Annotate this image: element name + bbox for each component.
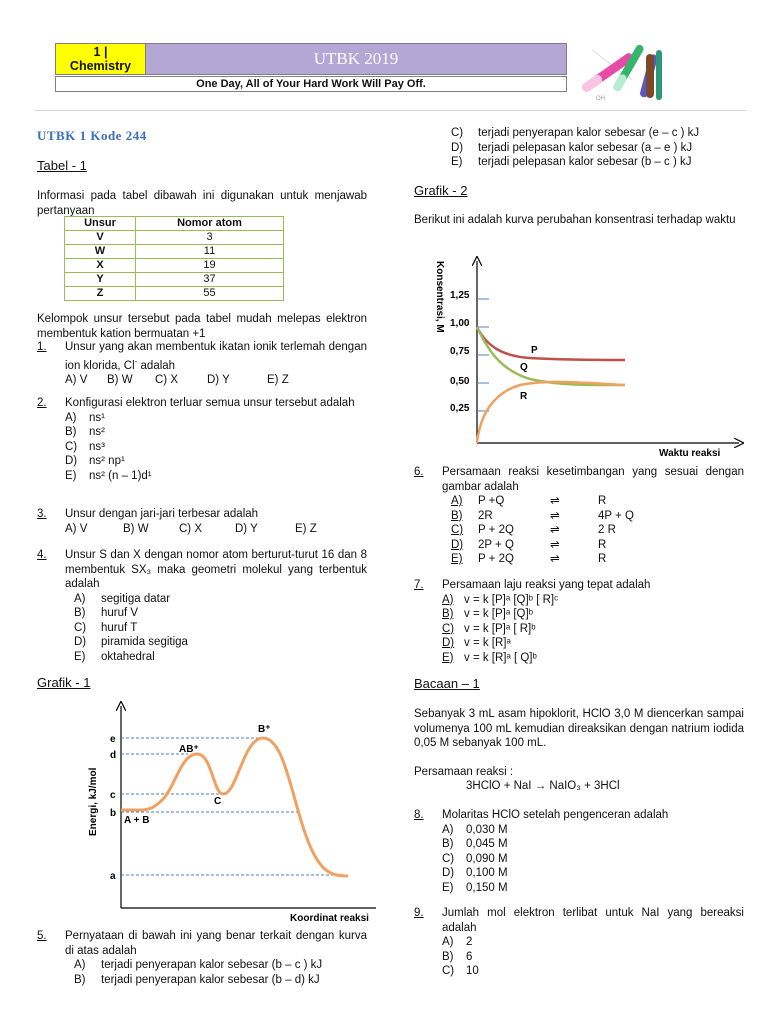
option-b[interactable] bbox=[442, 950, 744, 965]
question-text: Konfigurasi elektron terluar semua unsur tersebut adalah bbox=[65, 397, 355, 409]
table-cell: 11 bbox=[136, 245, 284, 259]
exam-code: UTBK 1 Kode 244 bbox=[37, 128, 147, 143]
option-letter: E) bbox=[65, 469, 77, 482]
option-b[interactable] bbox=[442, 607, 744, 622]
question-text: Pernyataan di bawah ini yang benar terkait dengan kurva di atas adalah bbox=[65, 930, 367, 957]
question-5-continued bbox=[414, 126, 744, 170]
options-row bbox=[65, 373, 367, 388]
option-text: huruf V bbox=[101, 607, 139, 619]
option-letter: A) bbox=[442, 936, 454, 948]
option-text: v = k [P]ᵃ [Q]ᵇ bbox=[464, 608, 534, 620]
option-right: 2 R bbox=[598, 524, 616, 536]
table-cell: Z bbox=[65, 287, 136, 301]
option-c[interactable] bbox=[451, 523, 744, 538]
label-ab: AB⁺ bbox=[179, 744, 199, 755]
option-b[interactable]: B) W bbox=[107, 373, 133, 386]
question-5 bbox=[37, 929, 367, 987]
option-e[interactable] bbox=[65, 469, 367, 484]
option-c[interactable]: C) X bbox=[155, 373, 178, 386]
option-b[interactable]: B) W bbox=[123, 522, 149, 535]
element-table bbox=[64, 216, 284, 301]
option-right: 4P + Q bbox=[598, 509, 634, 522]
question-text-b: adalah bbox=[137, 359, 176, 372]
ytick-050: 0,50 bbox=[450, 376, 470, 387]
option-left: 2R bbox=[478, 509, 493, 522]
table-row bbox=[65, 273, 284, 287]
option-b[interactable] bbox=[442, 837, 744, 852]
label-p: P bbox=[531, 345, 538, 356]
option-d[interactable] bbox=[74, 635, 367, 650]
tick-c: c bbox=[110, 790, 116, 801]
option-letter: C) bbox=[442, 622, 455, 635]
page-number: 1 | bbox=[93, 45, 108, 59]
table-cell: 3 bbox=[136, 231, 284, 245]
x-axis-label: Waktu reaksi bbox=[659, 448, 721, 459]
question-1 bbox=[37, 340, 367, 387]
label-r: R bbox=[520, 391, 528, 402]
question-number: 5. bbox=[37, 930, 47, 942]
table-cell: X bbox=[65, 259, 136, 273]
question-text: Jumlah mol elektron terlibat untuk NaI yang bereaksi adalah bbox=[442, 907, 744, 934]
option-text: 0,030 M bbox=[466, 823, 508, 836]
option-e[interactable]: E) Z bbox=[267, 373, 289, 386]
equilibrium-arrow: ⇌ bbox=[550, 524, 560, 536]
option-left: P + 2Q bbox=[478, 524, 514, 536]
tabel-heading: Tabel - 1 bbox=[37, 158, 87, 173]
question-number: 9. bbox=[414, 907, 424, 919]
option-letter: C) bbox=[442, 965, 455, 977]
option-left: P + 2Q bbox=[478, 553, 514, 565]
header-motto: One Day, All of Your Hard Work Will Pay Off. bbox=[55, 76, 567, 92]
option-letter: C) bbox=[442, 852, 455, 865]
question-2 bbox=[37, 396, 367, 483]
label-bplus: B⁺ bbox=[258, 724, 271, 735]
option-text: ns³ bbox=[89, 440, 105, 453]
option-a[interactable] bbox=[442, 935, 744, 950]
y-axis-label: Konsentrasi, M bbox=[434, 261, 445, 333]
option-letter: C) bbox=[451, 524, 464, 536]
question-7 bbox=[414, 578, 744, 665]
tick-b: b bbox=[110, 808, 117, 819]
test-tubes-image bbox=[572, 40, 664, 104]
equilibrium-arrow: ⇌ bbox=[550, 538, 560, 551]
option-b[interactable] bbox=[65, 425, 367, 440]
option-c[interactable] bbox=[442, 964, 744, 979]
option-text: 6 bbox=[466, 950, 473, 963]
question-number: 8. bbox=[414, 809, 424, 821]
label-c: C bbox=[214, 796, 222, 807]
option-text: 2 bbox=[466, 936, 473, 948]
option-left: P +Q bbox=[478, 495, 505, 507]
option-text: terjadi pelepasan kalor sebesar (a – e ) kJ bbox=[478, 141, 693, 154]
table-cell: 37 bbox=[136, 273, 284, 287]
option-d[interactable] bbox=[442, 636, 744, 651]
energy-diagram bbox=[80, 700, 385, 928]
ytick-075: 0,75 bbox=[450, 346, 470, 357]
option-letter: A) bbox=[74, 592, 86, 605]
option-left: 2P + Q bbox=[478, 538, 514, 551]
option-d[interactable] bbox=[65, 454, 367, 469]
option-e[interactable] bbox=[442, 881, 744, 896]
kelompok-text: Kelompok unsur tersebut pada tabel mudah melepas elektron membentuk kation bermuatan +1 bbox=[37, 313, 367, 340]
question-text-a: Unsur yang akan membentuk ikatan ionik terlemah dengan ion klorida, Cl bbox=[65, 341, 367, 372]
table-row bbox=[65, 287, 284, 301]
option-right: R bbox=[598, 495, 607, 507]
option-e[interactable] bbox=[451, 155, 744, 170]
header-divider bbox=[35, 110, 747, 111]
subject-label: Chemistry bbox=[69, 59, 132, 73]
option-a[interactable]: A) V bbox=[65, 373, 88, 386]
option-c[interactable] bbox=[442, 622, 744, 637]
page-header bbox=[55, 43, 567, 92]
option-letter: B) bbox=[451, 509, 463, 522]
option-a[interactable] bbox=[74, 592, 367, 607]
option-b[interactable] bbox=[451, 509, 744, 524]
table-header: Unsur bbox=[65, 217, 136, 231]
question-3 bbox=[37, 507, 367, 536]
ytick-025: 0,25 bbox=[450, 403, 470, 414]
tick-d: d bbox=[110, 750, 117, 761]
option-letter: B) bbox=[65, 426, 77, 438]
table-cell: 19 bbox=[136, 259, 284, 273]
table-row bbox=[65, 245, 284, 259]
question-4 bbox=[37, 548, 367, 664]
curve-p bbox=[477, 327, 625, 360]
option-letter: E) bbox=[451, 553, 463, 565]
option-letter: A) bbox=[451, 495, 463, 507]
option-e[interactable]: E) Z bbox=[295, 522, 317, 535]
option-e[interactable] bbox=[451, 552, 744, 567]
table-row bbox=[65, 231, 284, 245]
option-d[interactable]: D) Y bbox=[235, 522, 258, 535]
reaction-curve bbox=[121, 738, 348, 876]
option-letter: B) bbox=[442, 838, 454, 850]
option-a[interactable] bbox=[65, 411, 367, 426]
ytick-125: 1,25 bbox=[450, 290, 470, 301]
header-title: UTBK 2019 bbox=[146, 43, 567, 75]
option-letter: A) bbox=[65, 411, 77, 424]
option-letter: B) bbox=[74, 607, 86, 619]
header-page-box bbox=[55, 43, 146, 75]
persamaan-reaksi: 3HClO + NaI → NaIO₃ + 3HCl bbox=[466, 780, 620, 792]
option-a[interactable]: A) V bbox=[65, 522, 88, 535]
x-axis-label: Koordinat reaksi bbox=[290, 913, 369, 924]
option-c[interactable] bbox=[451, 126, 744, 141]
table-cell: 55 bbox=[136, 287, 284, 301]
option-letter: C) bbox=[451, 127, 464, 139]
option-text: 0,090 M bbox=[466, 852, 508, 865]
question-text: Molaritas HClO setelah pengenceran adalah bbox=[442, 809, 669, 821]
option-right: R bbox=[598, 553, 607, 565]
option-c[interactable]: C) X bbox=[179, 522, 202, 535]
bacaan-text: Sebanyak 3 mL asam hipoklorit, HClO 3,0 M diencerkan sampai volumenya 100 mL kemudian direaksikan dengan natrium iodida 0,05 M sebanyak 100 mL. bbox=[414, 708, 744, 749]
equilibrium-arrow: ⇌ bbox=[550, 553, 560, 565]
question-text: Persamaan laju reaksi yang tepat adalah bbox=[442, 579, 651, 591]
persamaan-label: Persamaan reaksi : bbox=[414, 766, 514, 778]
question-6 bbox=[414, 465, 744, 567]
option-text: huruf T bbox=[101, 621, 138, 634]
option-letter: D) bbox=[65, 455, 78, 467]
label-q: Q bbox=[520, 362, 528, 373]
option-d[interactable] bbox=[451, 538, 744, 553]
option-letter: E) bbox=[442, 881, 454, 894]
option-text: ns¹ bbox=[89, 411, 105, 424]
option-text: terjadi penyerapan kalor sebesar (e – c ) kJ bbox=[478, 127, 700, 139]
svg-text:OH: OH bbox=[596, 96, 605, 102]
option-text: terjadi penyerapan kalor sebesar (b – c ) kJ bbox=[101, 959, 323, 971]
option-letter: C) bbox=[74, 621, 87, 634]
option-letter: D) bbox=[442, 867, 455, 879]
option-letter: E) bbox=[442, 651, 454, 664]
option-text: 0,100 M bbox=[466, 867, 508, 879]
tabel-intro: Informasi pada tabel dibawah ini digunakan untuk menjawab pertanyaan bbox=[37, 190, 367, 217]
question-text: Unsur S dan X dengan nomor atom berturut-turut 16 dan 8 membentuk SX₃ maka geometri molekul yang terbentuk adalah bbox=[65, 549, 367, 590]
table-cell: W bbox=[65, 245, 136, 259]
table-row bbox=[65, 259, 284, 273]
curve-q bbox=[477, 327, 625, 385]
tick-a: a bbox=[110, 871, 116, 882]
option-text: segitiga datar bbox=[101, 592, 171, 605]
option-d[interactable]: D) Y bbox=[207, 373, 230, 386]
option-text: 0,150 M bbox=[466, 881, 508, 894]
option-text: terjadi pelepasan kalor sebesar (b – c ) kJ bbox=[478, 156, 692, 168]
question-text: Unsur dengan jari-jari terbesar adalah bbox=[65, 508, 259, 520]
question-8 bbox=[414, 808, 744, 895]
option-text: 0,045 M bbox=[466, 838, 508, 850]
tick-e: e bbox=[110, 734, 116, 745]
question-9 bbox=[414, 906, 744, 979]
option-text: piramida segitiga bbox=[101, 636, 188, 648]
equilibrium-arrow: ⇌ bbox=[550, 495, 560, 507]
option-text: v = k [P]ᵃ [Q]ᵇ [ R]ᶜ bbox=[464, 593, 559, 606]
grafik2-heading: Grafik - 2 bbox=[414, 183, 468, 198]
option-text: v = k [P]ᵃ [ R]ᵇ bbox=[464, 622, 536, 635]
option-a[interactable] bbox=[442, 823, 744, 838]
option-letter: B) bbox=[442, 950, 454, 963]
option-c[interactable] bbox=[74, 621, 367, 636]
option-b[interactable] bbox=[74, 606, 367, 621]
question-number: 2. bbox=[37, 397, 47, 409]
option-right: R bbox=[598, 538, 607, 551]
question-number: 1. bbox=[37, 341, 47, 353]
option-text: v = k [R]ᵃ [ Q]ᵇ bbox=[464, 651, 537, 664]
question-text: Persamaan reaksi kesetimbangan yang sesuai dengan gambar adalah bbox=[442, 466, 744, 493]
option-text: v = k [R]ᵃ bbox=[464, 637, 511, 649]
question-number: 3. bbox=[37, 508, 47, 520]
option-letter: D) bbox=[451, 141, 464, 154]
option-text: ns² (n – 1)d¹ bbox=[89, 469, 152, 482]
y-ticks bbox=[477, 299, 489, 411]
option-e[interactable] bbox=[442, 651, 744, 666]
question-number: 6. bbox=[414, 466, 424, 478]
bacaan-heading: Bacaan – 1 bbox=[414, 676, 480, 691]
label-a-plus-b: A + B bbox=[124, 815, 150, 826]
option-letter: A) bbox=[442, 823, 454, 836]
option-a[interactable] bbox=[451, 494, 744, 509]
option-letter: E) bbox=[74, 650, 86, 663]
option-letter: A) bbox=[442, 593, 454, 606]
question-number: 7. bbox=[414, 579, 424, 591]
equilibrium-arrow: ⇌ bbox=[550, 509, 560, 522]
concentration-chart bbox=[425, 255, 745, 463]
option-text: ns² bbox=[89, 426, 105, 438]
option-c[interactable] bbox=[65, 440, 367, 455]
table-cell: Y bbox=[65, 273, 136, 287]
ytick-100: 1,00 bbox=[450, 318, 470, 329]
superscript: - bbox=[134, 356, 138, 366]
option-e[interactable] bbox=[74, 650, 367, 665]
option-text: 10 bbox=[466, 965, 479, 977]
option-c[interactable] bbox=[442, 852, 744, 867]
option-letter: A) bbox=[74, 959, 86, 971]
options-row bbox=[65, 522, 367, 537]
curve-r bbox=[477, 382, 625, 443]
table-cell: V bbox=[65, 231, 136, 245]
option-d[interactable] bbox=[442, 866, 744, 881]
option-letter: D) bbox=[442, 637, 455, 649]
question-text bbox=[65, 340, 367, 373]
option-letter: E) bbox=[451, 156, 463, 168]
y-axis-label: Energi, kJ/mol bbox=[88, 767, 99, 836]
option-letter: B) bbox=[74, 973, 86, 986]
option-text: terjadi penyerapan kalor sebesar (b – d) kJ bbox=[101, 973, 320, 986]
grafik2-intro: Berikut ini adalah kurva perubahan konsentrasi terhadap waktu bbox=[414, 214, 736, 226]
option-letter: D) bbox=[74, 636, 87, 648]
option-text: ns² np¹ bbox=[89, 455, 125, 467]
option-letter: C) bbox=[65, 440, 78, 453]
table-header: Nomor atom bbox=[136, 217, 284, 231]
question-number: 4. bbox=[37, 549, 47, 561]
grafik1-heading: Grafik - 1 bbox=[37, 675, 91, 690]
option-letter: D) bbox=[451, 538, 464, 551]
option-b[interactable] bbox=[74, 973, 367, 988]
option-a[interactable] bbox=[74, 958, 367, 973]
option-letter: B) bbox=[442, 608, 454, 620]
option-a[interactable] bbox=[442, 593, 744, 608]
option-d[interactable] bbox=[451, 141, 744, 156]
option-text: oktahedral bbox=[101, 650, 155, 663]
